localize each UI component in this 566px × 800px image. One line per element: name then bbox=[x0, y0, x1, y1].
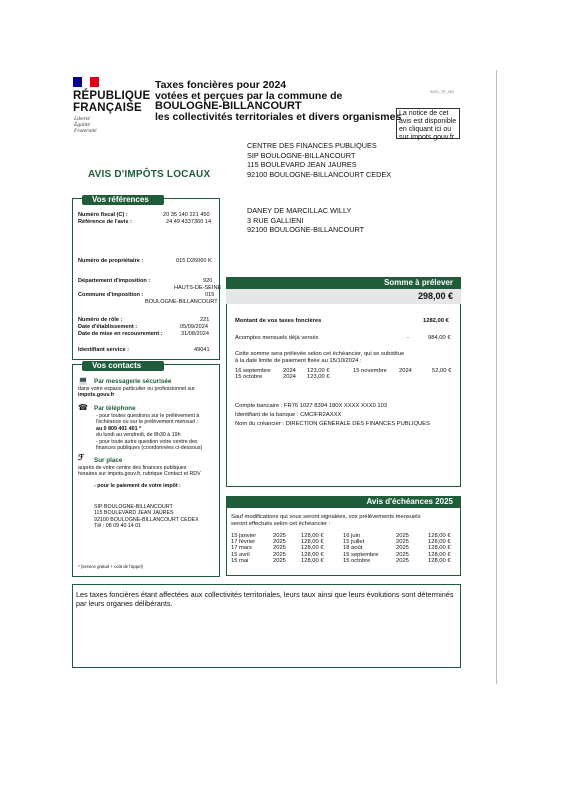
references-heading: Vos références bbox=[82, 195, 164, 205]
form-code: AVIS_TF_NG bbox=[430, 89, 455, 94]
place-text: auprès de votre centre des finances publiques horaires sur impots.gouv.fr, rubrique Contact et RDV bbox=[78, 465, 201, 478]
notice-link-box[interactable]: La notice de cet avis est disponible en cliquant ici ou sur impots.gouv.fr bbox=[396, 108, 460, 139]
schedule-cell: 128,00 € bbox=[301, 545, 324, 552]
schedule-cell: 128,00 € bbox=[428, 545, 451, 552]
schedule-cell: 2025 bbox=[396, 545, 409, 552]
schedule-amount: 123,00 € bbox=[307, 374, 330, 380]
payment-title: - pour le paiement de votre impôt : bbox=[94, 483, 181, 489]
schedule-cell: 18 août bbox=[343, 545, 363, 552]
sip-address: SIP BOULOGNE-BILLANCOURT 115 BOULEVARD JEAN JAURES 92100 BOULOGNE-BILLANCOURT CEDEX Tél : 08 09 40 14 01 bbox=[94, 504, 199, 530]
collection-date: 31/08/2024 bbox=[181, 331, 209, 337]
schedule-cell: 17 février bbox=[231, 539, 256, 546]
owner-number-label: Numéro de propriétaire : bbox=[78, 258, 144, 264]
establishment-date: 05/09/2024 bbox=[180, 324, 208, 330]
schedule-cell: 128,00 € bbox=[301, 551, 324, 558]
department-number: 920 bbox=[203, 278, 213, 284]
schedule-cell: 2025 bbox=[273, 545, 286, 552]
ref-avis-label: Référence de l'avis : bbox=[78, 219, 132, 225]
schedule-amount: 52,00 € bbox=[432, 368, 452, 374]
department-name: HAUTS-DE-SEINE bbox=[174, 285, 222, 291]
fiscal-number-label: Numéro fiscal (C) : bbox=[78, 212, 128, 218]
contacts-heading: Vos contacts bbox=[82, 361, 164, 371]
schedule-row: 16 septembre bbox=[235, 368, 271, 374]
schedule-cell: 2025 bbox=[396, 533, 409, 539]
advance-amount: 984,00 € bbox=[428, 335, 451, 341]
establishment-date-label: Date d'établissement : bbox=[78, 324, 138, 330]
schedule-year: 2024 bbox=[283, 368, 296, 374]
schedule-cell: 15 mai bbox=[231, 557, 249, 564]
ref-avis: 24 49 4337360 14 bbox=[166, 219, 212, 225]
phone-icon: ☎ bbox=[78, 403, 88, 412]
schedule-cell: 2025 bbox=[273, 551, 286, 558]
schedule-cell: 128,00 € bbox=[428, 551, 451, 558]
building-icon: ℱ bbox=[78, 453, 85, 462]
messagerie-text: dans votre espace particulier ou professionnel sur impots.gouv.fr bbox=[78, 386, 195, 399]
schedule-cell: 128,00 € bbox=[301, 533, 324, 539]
amount-panel bbox=[226, 277, 461, 487]
tax-amount: 1282,00 € bbox=[423, 318, 449, 324]
schedule-cell: 2025 bbox=[396, 551, 409, 558]
schedule-amount: 123,00 € bbox=[307, 368, 330, 374]
tax-centre-address: CENTRE DES FINANCES PUBLIQUES SIP BOULOGNE-BILLANCOURT 115 BOULEVARD JEAN JAURES 92100 BOULOGNE-BILLANCOURT CEDEX bbox=[247, 141, 392, 179]
owner-number: 015 D26060 K bbox=[176, 258, 212, 264]
bank-details: Compte bancaire : FR76 1027 8394 180X XXXX XXX0 103 Identifiant de la banque : CMCIFR2AXXX Nom du créancier : DIRECTION GÉNÉRALE DES FINANCES PUBLIQUES bbox=[235, 403, 430, 427]
footnote: * (service gratuit + coût de l'appel) bbox=[78, 564, 143, 569]
service-id: 49041 bbox=[194, 347, 210, 353]
department-label: Département d'imposition : bbox=[78, 278, 151, 284]
role-number: 221 bbox=[200, 317, 210, 323]
fiscal-number: 20 35 140 221 450 bbox=[163, 212, 210, 218]
schedule-cell: 2025 bbox=[273, 533, 286, 539]
avis-title: AVIS D'IMPÔTS LOCAUX bbox=[88, 169, 211, 180]
page-edge-line bbox=[496, 70, 497, 684]
computer-icon: 💻 bbox=[78, 376, 88, 385]
telephone-text: - pour toutes questions sur le prélèvement à l'échéance ou sur le prélèvement mensuel : au 0 809 401 401 * du lundi au vendredi, de 8h30 à 19h - pour toute autre question votre centre des finances publiques (coordonnées ci-dessous) bbox=[96, 413, 203, 452]
schedule-cell: 15 octobre bbox=[343, 557, 371, 564]
commune-number: 015 bbox=[205, 292, 215, 298]
french-flag-icon bbox=[73, 77, 99, 87]
schedule-year: 2024 bbox=[399, 368, 412, 374]
place-title: Sur place bbox=[94, 457, 123, 464]
republique-motto: Liberté Égalité Fraternité bbox=[74, 116, 97, 134]
advance-sign: - bbox=[407, 335, 409, 341]
schedule-cell: 15 janvier bbox=[231, 533, 257, 539]
info-text: Les taxes foncières étant affectées aux collectivités territoriales, leurs taux ainsi que leurs évolutions sont déterminés par leurs organes délibérants. bbox=[76, 590, 454, 608]
schedule-cell: 128,00 € bbox=[428, 557, 451, 564]
schedule-cell: 128,00 € bbox=[428, 539, 451, 546]
telephone-title: Par téléphone bbox=[94, 405, 136, 412]
collection-date-label: Date de mise en recouvrement : bbox=[78, 331, 163, 337]
schedule-cell: 2025 bbox=[396, 539, 409, 546]
schedule-cell: 128,00 € bbox=[301, 539, 324, 546]
amount-heading: Somme à prélever bbox=[226, 277, 461, 289]
schedule-date: 15 novembre bbox=[353, 368, 387, 374]
schedule-cell: 2025 bbox=[273, 557, 286, 564]
schedule-cell: 2025 bbox=[396, 557, 409, 564]
schedule-cell: 15 juillet bbox=[343, 539, 365, 546]
tax-amount-label: Montant de vos taxes foncières bbox=[235, 318, 322, 324]
messagerie-title: Par messagerie sécurisée bbox=[94, 378, 172, 385]
role-label: Numéro de rôle : bbox=[78, 317, 123, 323]
schedule-cell: 2025 bbox=[273, 539, 286, 546]
republique-logo: RÉPUBLIQUE FRANÇAISE bbox=[73, 90, 151, 114]
amount-total: 298,00 € bbox=[226, 289, 461, 304]
schedule-cell: 15 septembre bbox=[343, 551, 379, 558]
schedule-cell: 128,00 € bbox=[428, 533, 451, 539]
schedule-cell: 17 mars bbox=[231, 545, 252, 552]
document-header-title: Taxes foncières pour 2024 votées et perçues par la commune de BOULOGNE-BILLANCOURT les collectivités territoriales et divers organismes bbox=[155, 79, 402, 123]
schedule-cell: 15 avril bbox=[231, 551, 250, 558]
schedule-heading: Avis d'échéances 2025 bbox=[226, 496, 461, 508]
schedule-cell: 16 juin bbox=[343, 533, 361, 539]
schedule-cell: 128,00 € bbox=[301, 557, 324, 564]
recipient-address: DANEY DE MARCILLAC WILLY 3 RUE GALLIENI 92100 BOULOGNE-BILLANCOURT bbox=[247, 206, 365, 234]
advance-label: Acomptes mensuels déjà versés bbox=[235, 335, 319, 341]
service-id-label: Identifiant service : bbox=[78, 347, 129, 353]
commune-label: Commune d'imposition : bbox=[78, 292, 144, 298]
schedule-date: 15 octobre bbox=[235, 374, 263, 380]
schedule-sentence: Cette somme sera prélevée selon cet échéancier, qui se substitue à la date limite de paiement fixée au 15/10/2024 : bbox=[235, 351, 405, 364]
commune-name: BOULOGNE-BILLANCOURT bbox=[145, 299, 218, 305]
schedule-intro: Sauf modifications qui vous seront signalées, vos prélèvements mensuels seront effectués selon cet échéancier : bbox=[231, 514, 421, 527]
schedule-year: 2024 bbox=[283, 374, 296, 380]
